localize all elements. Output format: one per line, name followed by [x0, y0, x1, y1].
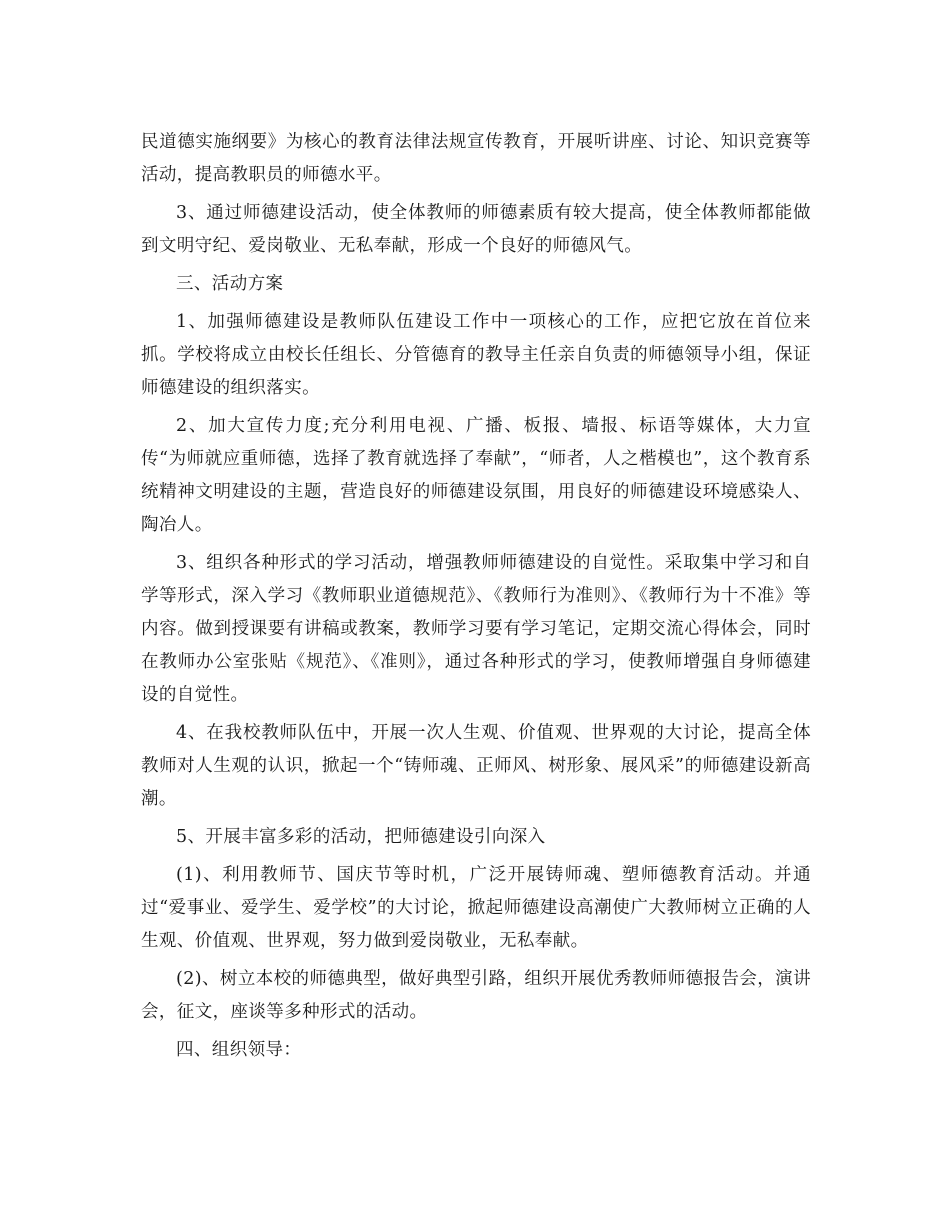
document-body — [141, 126, 811, 1072]
section-heading-organization: 四、组织领导： — [176, 1040, 302, 1060]
paragraph-continuation: 民道德实施纲要》为核心的教育法律法规宣传教育，开展听讲座、讨论、知识竞赛等活动，提高教职员的师德水平。 — [141, 132, 811, 185]
paragraph-plan-2: 2、加大宣传力度;充分利用电视、广播、板报、墙报、标语等媒体，大力宣传“为师就应重师德，选择了教育就选择了奉献”，“师者，人之楷模也”，这个教育系统精神文明建设的主题，营造良好的师德建设氛围，用良好的师德建设环境感染人、陶冶人。 — [141, 416, 811, 535]
paragraph-plan-5: 5、开展丰富多彩的活动，把师德建设引向深入 — [176, 827, 546, 847]
paragraph-plan-4: 4、在我校教师队伍中，开展一次人生观、价值观、世界观的大讨论，提高全体教师对人生观的认识，掀起一个“铸师魂、正师风、树形象、展风采”的师德建设新高潮。 — [141, 723, 811, 809]
paragraph-goal-3: 3、通过师德建设活动，使全体教师的师德素质有较大提高，使全体教师都能做到文明守纪、爱岗敬业、无私奉献，形成一个良好的师德风气。 — [141, 203, 811, 256]
paragraph-plan-5-item-2: (2)、树立本校的师德典型，做好典型引路，组织开展优秀教师师德报告会，演讲会，征文，座谈等多种形式的活动。 — [141, 969, 811, 1022]
section-heading-activity-plan: 三、活动方案 — [176, 274, 284, 294]
paragraph-plan-1: 1、加强师德建设是教师队伍建设工作中一项核心的工作，应把它放在首位来抓。学校将成立由校长任组长、分管德育的教导主任亲自负责的师德领导小组，保证师德建设的组织落实。 — [141, 312, 811, 398]
paragraph-plan-5-item-1: (1)、利用教师节、国庆节等时机，广泛开展铸师魂、塑师德教育活动。并通过“爱事业、爱学生、爱学校”的大讨论，掀起师德建设高潮使广大教师树立正确的人生观、价值观、世界观，努力做到爱岗敬业，无私奉献。 — [141, 865, 811, 951]
paragraph-plan-3: 3、组织各种形式的学习活动，增强教师师德建设的自觉性。采取集中学习和自学等形式，深入学习《教师职业道德规范》、《教师行为准则》、《教师行为十不准》等内容。做到授课要有讲稿或教案，教师学习要有学习笔记，定期交流心得体会，同时在教师办公室张贴《规范》、《准则》，通过各种形式的学习，使教师增强自身师德建设的自觉性。 — [141, 553, 811, 705]
